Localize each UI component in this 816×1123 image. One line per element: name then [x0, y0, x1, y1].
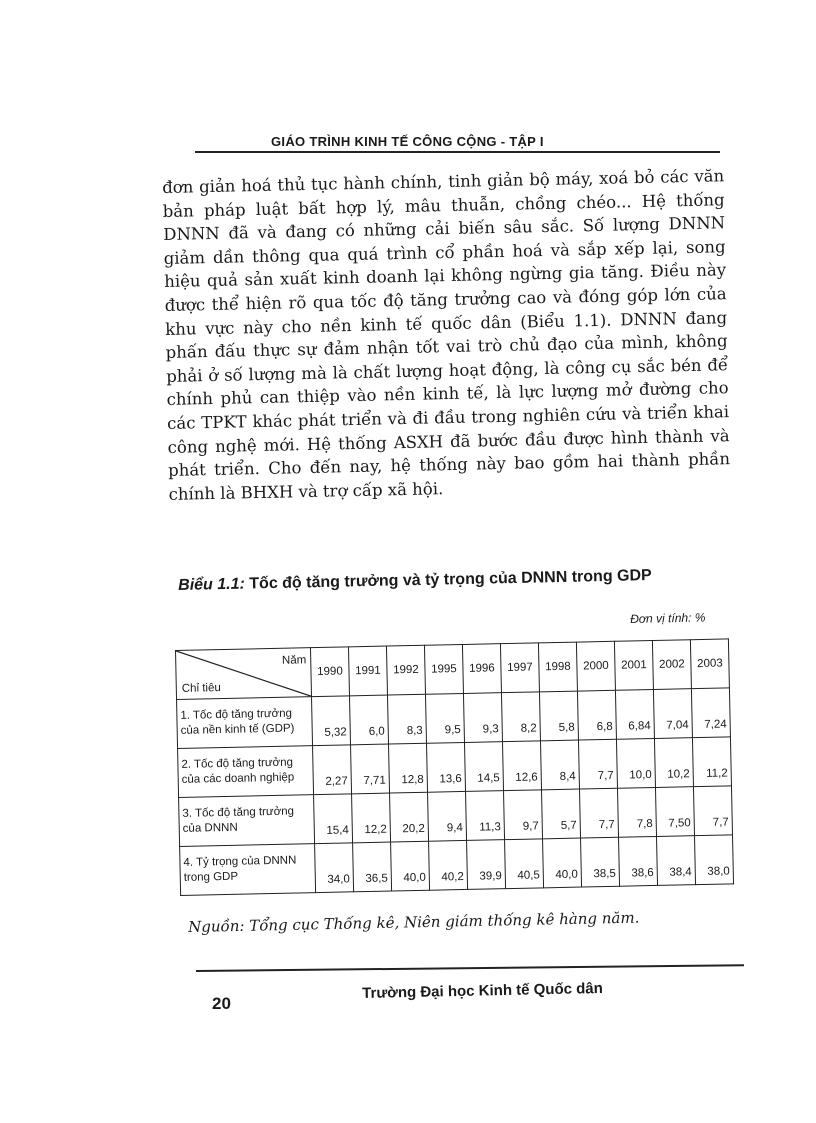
table-cell: 5,8	[539, 691, 578, 741]
table-cell: 40,2	[429, 840, 468, 890]
table-cell: 40,0	[391, 841, 430, 891]
table-cell: 7,8	[617, 787, 656, 837]
year-header: 1995	[424, 644, 463, 694]
table-cell: 40,0	[543, 838, 582, 888]
data-table-wrapper	[175, 638, 734, 896]
year-header: 1991	[348, 646, 387, 696]
row-label	[179, 795, 315, 847]
year-header: 2003	[690, 639, 729, 689]
table-cell: 2,27	[313, 745, 352, 795]
row-label	[178, 746, 314, 798]
table-title	[178, 565, 738, 595]
table-cell: 38,6	[619, 836, 658, 886]
table-cell: 13,6	[427, 742, 466, 792]
corner-indicator-label: Chỉ tiêu	[181, 682, 221, 695]
corner-year-label: Năm	[281, 654, 307, 667]
row-label	[177, 697, 313, 749]
table-cell: 5,7	[542, 789, 581, 839]
table-cell: 11,2	[692, 737, 731, 787]
table-cell: 20,2	[390, 792, 429, 842]
year-header: 1996	[462, 644, 501, 694]
table-cell: 10,2	[654, 738, 693, 788]
table-label: Biểu 1.1:	[178, 575, 246, 594]
row-label-line: 1. Tốc độ tăng trưởng	[180, 707, 293, 722]
table-cell: 15,4	[314, 794, 353, 844]
body-paragraph	[162, 164, 731, 506]
table-cell: 7,7	[580, 788, 619, 838]
table-cell: 7,7	[578, 739, 617, 789]
table-cell: 39,9	[467, 840, 506, 890]
unit-label: Đơn vị tính: %	[630, 610, 706, 626]
source-note: Nguồn: Tổng cục Thống kê, Niên giám thống kê hàng năm.	[188, 908, 640, 936]
table-cell: 36,5	[353, 842, 392, 892]
footer-rule	[196, 964, 744, 972]
year-header: 2000	[576, 641, 615, 691]
paragraph-text: đơn giản hoá thủ tục hành chính, tinh giản bộ máy, xoá bỏ các văn bản pháp luật bất hợp lý, mâu thuẫn, chồng chéo... Hệ thống DNNN đã và đang có những cải biến sâu sắc. Số lượng DNNN giảm dần thông qua quá trình cổ phần hoá và sắp xếp lại, song hiệu quả sản xuất kinh doanh lại không ngừng gia tăng. Điều này được thể hiện rõ qua tốc độ tăng trưởng cao và đóng góp lớn của khu vực này cho nền kinh tế quốc dân (Biểu 1.1). DNNN đang phấn đấu thực sự đảm nhận tốt vai trò chủ đạo của mình, không phải ở số lượng mà là chất lượng hoạt động, là công cụ sắc bén để chính phủ can thiệp vào nền kinh tế, là lực lượng mở đường cho các TPKT khác phát triển và đi đầu trong nghiên cứu và triển khai công nghệ mới. Hệ thống ASXH đã bước đầu được hình thành và phát triển. Cho đến nay, hệ thống này bao gồm hai thành phần chính là BHXH và trợ cấp xã hội.	[162, 166, 731, 504]
table-cell: 38,5	[581, 837, 620, 887]
table-cell: 12,6	[502, 741, 541, 791]
table-cell: 7,04	[653, 689, 692, 739]
footer-school-name: Trường Đại học Kinh tế Quốc dân	[362, 979, 604, 1002]
table-cell: 8,4	[540, 740, 579, 790]
row-label-line: trong GDP	[183, 870, 239, 884]
table-cell: 40,5	[505, 839, 544, 889]
table-cell: 9,3	[463, 693, 502, 743]
row-label-line: 2. Tốc độ tăng trưởng	[181, 756, 294, 771]
header-title: GIÁO TRÌNH KINH TẾ CÔNG CỘNG - TẬP I	[271, 134, 544, 149]
table-cell: 5,32	[312, 696, 351, 746]
table-cell: 12,2	[352, 793, 391, 843]
table-cell: 6,0	[349, 695, 388, 745]
table-cell: 9,5	[425, 693, 464, 743]
table-cell: 11,3	[466, 791, 505, 841]
table-cell: 6,8	[577, 690, 616, 740]
row-label	[180, 844, 316, 896]
table-cell: 34,0	[315, 843, 354, 893]
table-cell: 8,3	[387, 694, 426, 744]
table-cell: 6,84	[615, 689, 654, 739]
table-cell: 7,71	[351, 744, 390, 794]
row-label-line: của DNNN	[182, 821, 238, 835]
page-number: 20	[212, 994, 231, 1013]
year-header: 1992	[386, 645, 425, 695]
table-cell: 10,0	[616, 738, 655, 788]
row-label-line: của các doanh nghiệp	[181, 771, 295, 786]
table-cell: 38,0	[695, 835, 734, 885]
table-cell: 9,4	[428, 791, 467, 841]
year-header: 2001	[614, 640, 653, 690]
table-cell: 8,2	[501, 692, 540, 742]
running-header	[195, 128, 720, 154]
row-label-line: 4. Tỷ trọng của DNNN	[183, 854, 297, 869]
table-cell: 7,24	[691, 688, 730, 738]
table-cell: 12,8	[389, 743, 428, 793]
table-corner-cell	[176, 648, 312, 700]
table-cell: 14,5	[464, 742, 503, 792]
year-header: 1990	[310, 647, 349, 697]
row-label-line: của nền kinh tế (GDP)	[180, 722, 295, 737]
year-header: 1998	[538, 642, 577, 692]
table-cell: 7,7	[693, 786, 732, 836]
header-rule	[195, 151, 720, 153]
data-table	[175, 638, 734, 896]
table-cell: 38,4	[657, 836, 696, 886]
table-cell: 9,7	[504, 790, 543, 840]
year-header: 1997	[500, 643, 539, 693]
year-header: 2002	[652, 640, 691, 690]
table-cell: 7,50	[655, 787, 694, 837]
row-label-line: 3. Tốc độ tăng trưởng	[182, 805, 295, 820]
table-row-soe-share	[180, 835, 734, 896]
table-title-text: Tốc độ tăng trưởng và tỷ trọng của DNNN trong GDP	[249, 567, 652, 593]
